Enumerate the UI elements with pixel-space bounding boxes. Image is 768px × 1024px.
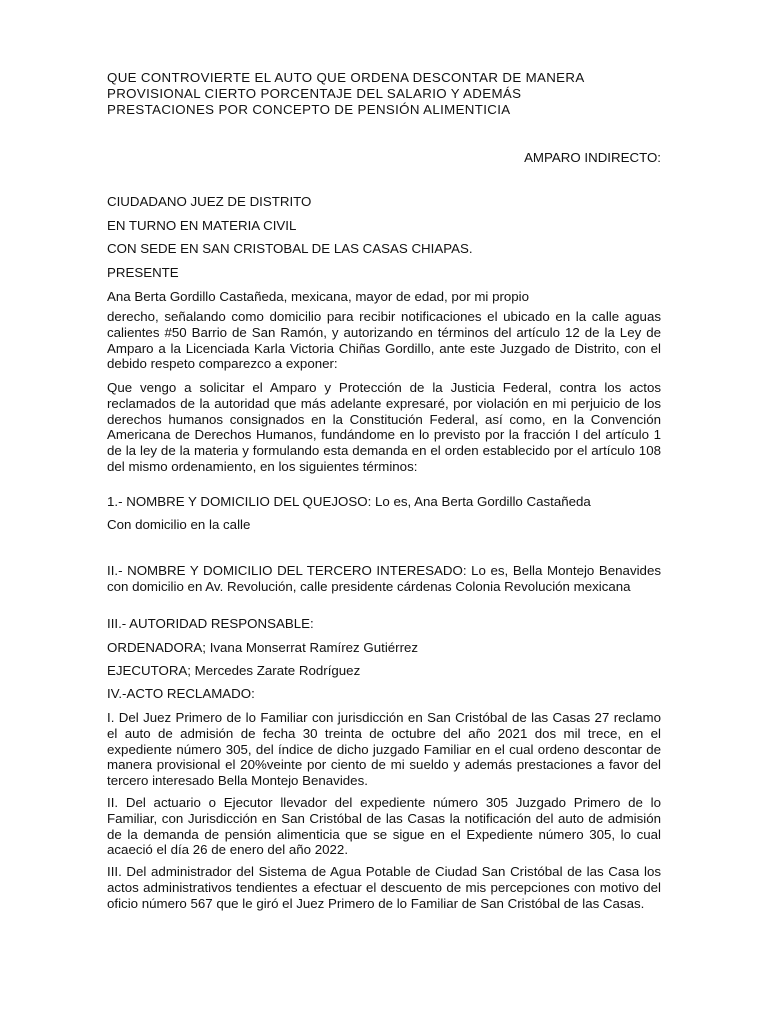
addressee-line-3: CON SEDE EN SAN CRISTOBAL DE LAS CASAS CHIAPAS.	[107, 241, 473, 256]
section-3-ejecutora: EJECUTORA; Mercedes Zarate Rodríguez	[107, 663, 361, 678]
section-3-heading: III.- AUTORIDAD RESPONSABLE:	[107, 616, 314, 631]
case-type: AMPARO INDIRECTO:	[524, 150, 661, 165]
addressee-line-4: PRESENTE	[107, 265, 179, 280]
section-2-third-party: II.- NOMBRE Y DOMICILIO DEL TERCERO INTERESADO: Lo es, Bella Montejo Benavides con domicilio en Av. Revolución, calle presidente cárdenas Colonia Revolución mexicana	[107, 563, 661, 594]
section-3-ordenadora: ORDENADORA; Ivana Monserrat Ramírez Gutiérrez	[107, 640, 419, 655]
title-line-1: QUE CONTROVIERTE EL AUTO QUE ORDENA DESCONTAR DE MANERA	[107, 70, 585, 85]
section-1-address: Con domicilio en la calle	[107, 517, 251, 532]
document-title	[107, 70, 661, 117]
section-4-item-2: II. Del actuario o Ejecutor llevador del expediente número 305 Juzgado Primero de lo Familiar, con Jurisdicción en San Cristóbal de las Casas la notificación del auto de admisión de la demanda de pensión alimenticia que se sigue en el Expediente número 305, lo cual acaeció el día 26 de enero del año 2022.	[107, 795, 661, 858]
paragraph-domicile: derecho, señalando como domicilio para recibir notificaciones el ubicado en la calle aguas calientes #50 Barrio de San Ramón, y autorizando en términos del artículo 12 de la Ley de Amparo a la Licenciada Karla Victoria Chiñas Gordillo, ante este Juzgado de Distrito, con el debido respeto comparezco a exponer:	[107, 309, 661, 372]
title-line-2: PROVISIONAL CIERTO PORCENTAJE DEL SALARIO Y ADEMÁS	[107, 85, 522, 101]
paragraph-request: Que vengo a solicitar el Amparo y Protección de la Justicia Federal, contra los actos reclamados de la autoridad que más adelante expresaré, por violación en mi perjuicio de los derechos humanos consignados en la Constitución Federal, así como, en la Convención Americana de Derechos Humanos, fundándome en lo previsto por la fracción I del artículo 1 de la ley de la materia y formulando esta demanda en el orden establecido por el artículo 108 del mismo ordenamiento, en los siguientes términos:	[107, 380, 661, 474]
addressee-line-2: EN TURNO EN MATERIA CIVIL	[107, 218, 297, 233]
section-1-heading: 1.- NOMBRE Y DOMICILIO DEL QUEJOSO: Lo es, Ana Berta Gordillo Castañeda	[107, 494, 591, 509]
section-4-item-3: III. Del administrador del Sistema de Agua Potable de Ciudad San Cristóbal de las Casa los actos administrativos tendientes a efectuar el descuento de mis percepciones con motivo del oficio número 567 que le giró el Juez Primero de lo Familiar de San Cristóbal de las Casas.	[107, 864, 661, 911]
intro-line: Ana Berta Gordillo Castañeda, mexicana, mayor de edad, por mi propio	[107, 289, 530, 304]
section-4-item-1: I. Del Juez Primero de lo Familiar con jurisdicción en San Cristóbal de las Casas 27 reclamo el auto de admisión de fecha 30 treinta de octubre del año 2021 dos mil trece, en el expediente número 305, del índice de dicho juzgado Familiar en el cual ordeno descontar de manera provisional el 20%veinte por ciento de mi sueldo y además prestaciones a favor del tercero interesado Bella Montejo Benavides.	[107, 710, 661, 789]
addressee-line-1: CIUDADANO JUEZ DE DISTRITO	[107, 194, 312, 209]
title-line-3: PRESTACIONES POR CONCEPTO DE PENSIÓN ALIMENTICIA	[107, 101, 511, 117]
section-4-heading: IV.-ACTO RECLAMADO:	[107, 686, 255, 701]
